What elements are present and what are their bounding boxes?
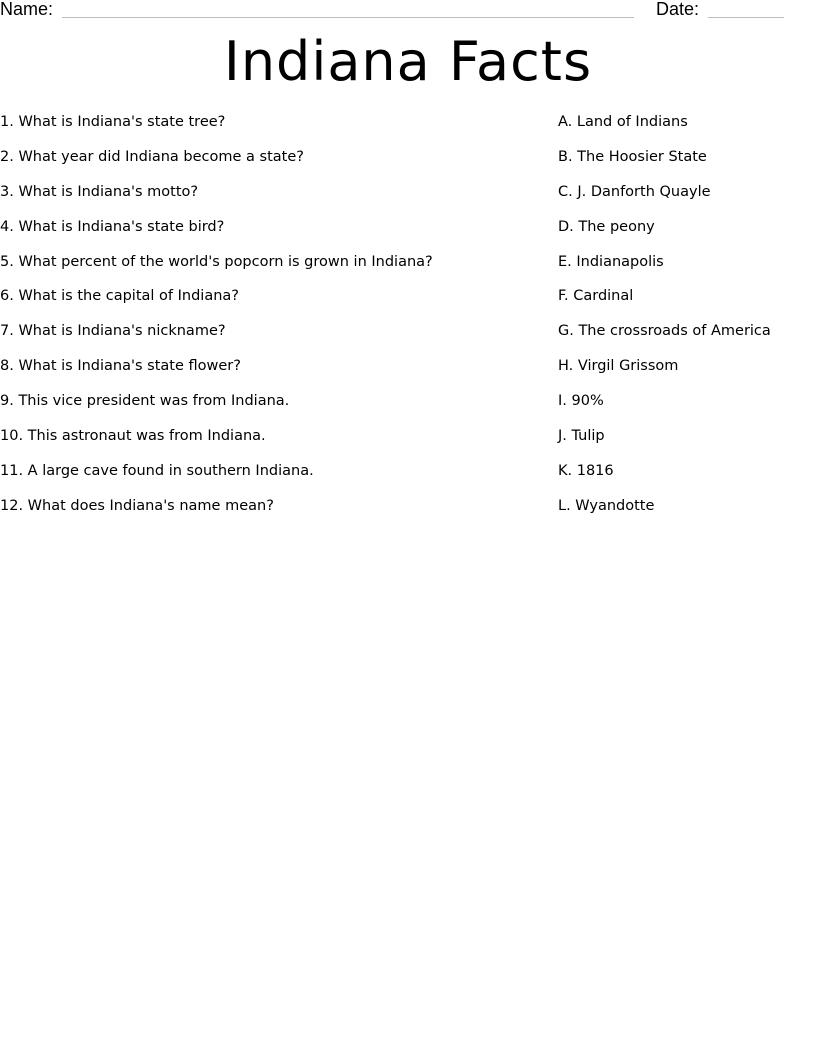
name-blank-line	[62, 17, 634, 18]
answer-item: H. Virgil Grissom	[558, 358, 679, 375]
question-item: 5. What percent of the world's popcorn is grown in Indiana?	[0, 253, 433, 270]
answer-item: G. The crossroads of America	[558, 323, 771, 340]
answer-item: E. Indianapolis	[558, 253, 664, 270]
answer-item: J. Tulip	[558, 428, 605, 445]
question-item: 3. What is Indiana's motto?	[0, 183, 199, 200]
answer-item: C. J. Danforth Quayle	[558, 183, 711, 200]
answer-item: L. Wyandotte	[558, 497, 655, 514]
answer-item: K. 1816	[558, 462, 614, 479]
questions-list	[0, 111, 540, 530]
answer-item: F. Cardinal	[558, 288, 634, 305]
question-item: 6. What is the capital of Indiana?	[0, 288, 239, 305]
question-item: 12. What does Indiana's name mean?	[0, 497, 274, 514]
date-blank-line	[708, 17, 784, 18]
question-item: 10. This astronaut was from Indiana.	[0, 428, 266, 445]
answer-item: I. 90%	[558, 393, 604, 410]
question-item: 9. This vice president was from Indiana.	[0, 393, 290, 410]
worksheet-title: Indiana Facts	[223, 30, 593, 93]
answer-item: A. Land of Indians	[558, 114, 688, 130]
date-label: Date:	[656, 0, 700, 19]
answer-item: B. The Hoosier State	[558, 148, 707, 165]
question-item: 2. What year did Indiana become a state?	[0, 148, 304, 165]
worksheet-header	[0, 0, 816, 24]
question-item: 1. What is Indiana's state tree?	[0, 114, 226, 130]
name-label: Name:	[0, 0, 54, 19]
answers-list	[558, 111, 808, 530]
question-item: 8. What is Indiana's state flower?	[0, 358, 241, 375]
question-item: 4. What is Indiana's state bird?	[0, 218, 225, 235]
question-item: 7. What is Indiana's nickname?	[0, 323, 226, 340]
question-item: 11. A large cave found in southern Indiana.	[0, 462, 314, 479]
answer-item: D. The peony	[558, 218, 655, 235]
